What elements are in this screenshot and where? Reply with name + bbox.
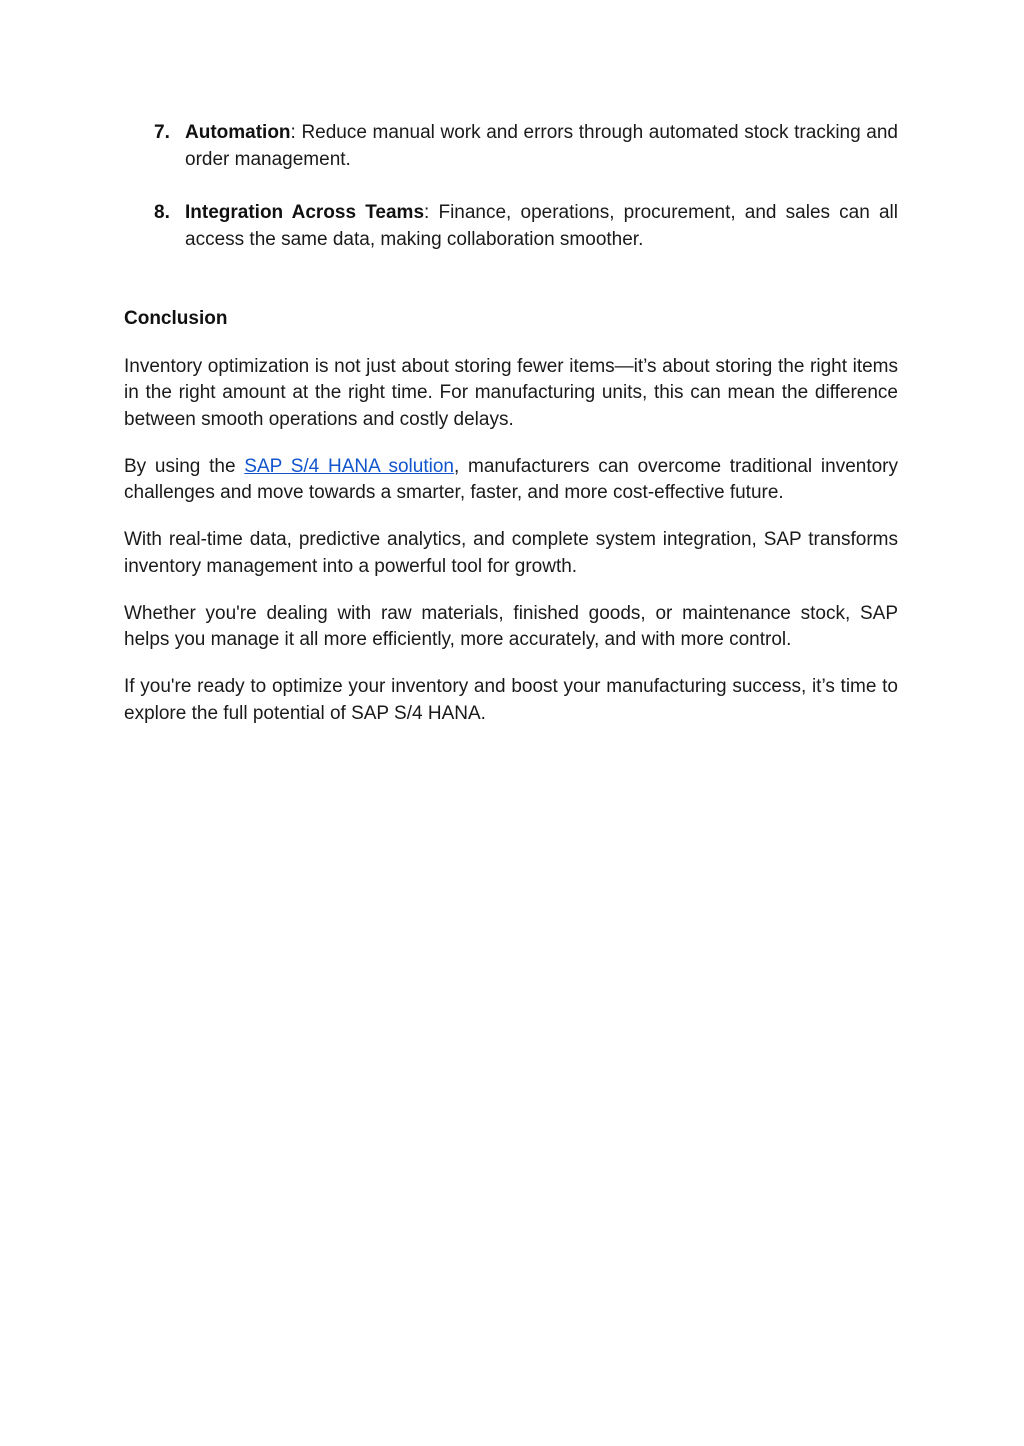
- list-text: Finance, operations, procurement, and sales can all access the same data, making collaboration smoother.: [185, 202, 898, 250]
- list-number: 7.: [154, 122, 170, 143]
- sap-s4-hana-solution-link[interactable]: SAP S/4 HANA solution: [244, 455, 454, 477]
- list-text: Reduce manual work and errors through automated stock tracking and order management.: [185, 122, 898, 170]
- conclusion-paragraph-1: Inventory optimization is not just about storing fewer items—it’s about storing the right items in the right amount at the right time. For manufacturing units, this can mean the difference between smooth operations and costly delays.: [124, 355, 898, 430]
- conclusion-paragraph-2: [124, 454, 898, 507]
- list-separator: :: [290, 122, 296, 143]
- conclusion-paragraph-4: Whether you're dealing with raw materials, finished goods, or maintenance stock, SAP helps you manage it all more efficiently, more accurately, and with more control.: [124, 602, 898, 650]
- document-page: [124, 120, 898, 748]
- list-term: Automation: [185, 122, 291, 143]
- paragraph-text: By using the: [124, 455, 245, 477]
- conclusion-heading: Conclusion: [124, 308, 228, 329]
- list-item-automation: [124, 120, 898, 173]
- conclusion-paragraph-3: With real-time data, predictive analytics, and complete system integration, SAP transforms inventory management into a powerful tool for growth.: [124, 529, 898, 577]
- list-term: Integration Across Teams: [185, 202, 425, 223]
- paragraph-text: , manufacturers can overcome traditional inventory challenges and move towards a smarter, faster, and more cost-effective future.: [124, 455, 898, 503]
- list-number: 8.: [154, 202, 170, 223]
- conclusion-paragraph-5: If you're ready to optimize your inventory and boost your manufacturing success, it’s time to explore the full potential of SAP S/4 HANA.: [124, 676, 898, 724]
- list-item-integration: [124, 200, 898, 253]
- numbered-list: [124, 120, 898, 253]
- list-separator: :: [424, 202, 430, 223]
